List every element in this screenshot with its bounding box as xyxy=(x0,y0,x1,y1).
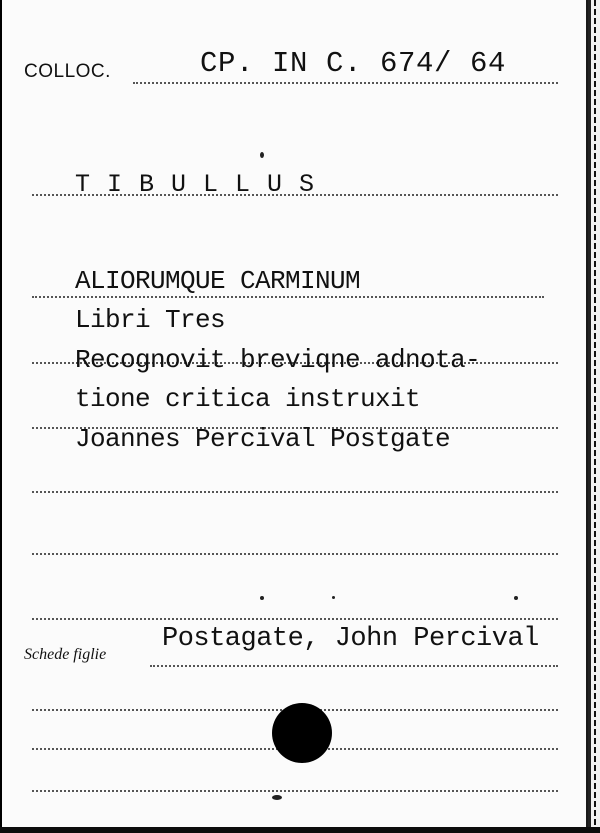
author-name: T I B U L L U S xyxy=(75,170,316,199)
ink-speck xyxy=(514,596,518,600)
shelfmark: CP. IN C. 674/ 64 xyxy=(200,47,507,80)
colloc-dotted-line xyxy=(133,82,558,84)
blank-dotted-line-3 xyxy=(32,618,558,620)
title-line-5: Joannes Percival Postgate xyxy=(75,424,451,454)
blank-dotted-line-2 xyxy=(32,553,558,555)
ink-speck xyxy=(272,795,282,800)
ink-speck xyxy=(332,596,335,599)
punch-hole xyxy=(272,703,332,763)
blank-dotted-line-1 xyxy=(32,491,558,493)
title-line-4: tione critica instruxit xyxy=(75,384,421,414)
catalog-card xyxy=(2,0,588,827)
schede-dotted-line xyxy=(150,665,558,667)
title-dotted-line-1 xyxy=(32,296,544,298)
card-right-edge xyxy=(588,0,600,833)
ink-speck xyxy=(260,596,264,600)
schede-label: Schede figlie xyxy=(24,646,107,663)
colloc-label: COLLOC. xyxy=(24,61,111,82)
card-bottom-edge xyxy=(0,827,600,833)
title-line-1: ALIORUMQUE CARMINUM xyxy=(75,266,361,296)
lower-dotted-line-3 xyxy=(32,790,558,792)
title-line-2: Libri Tres xyxy=(75,305,226,335)
title-line-3: Recognovit breviqne adnota- xyxy=(75,345,481,375)
ink-speck xyxy=(260,152,264,158)
schede-entry: Postagate, John Percival xyxy=(162,624,539,654)
